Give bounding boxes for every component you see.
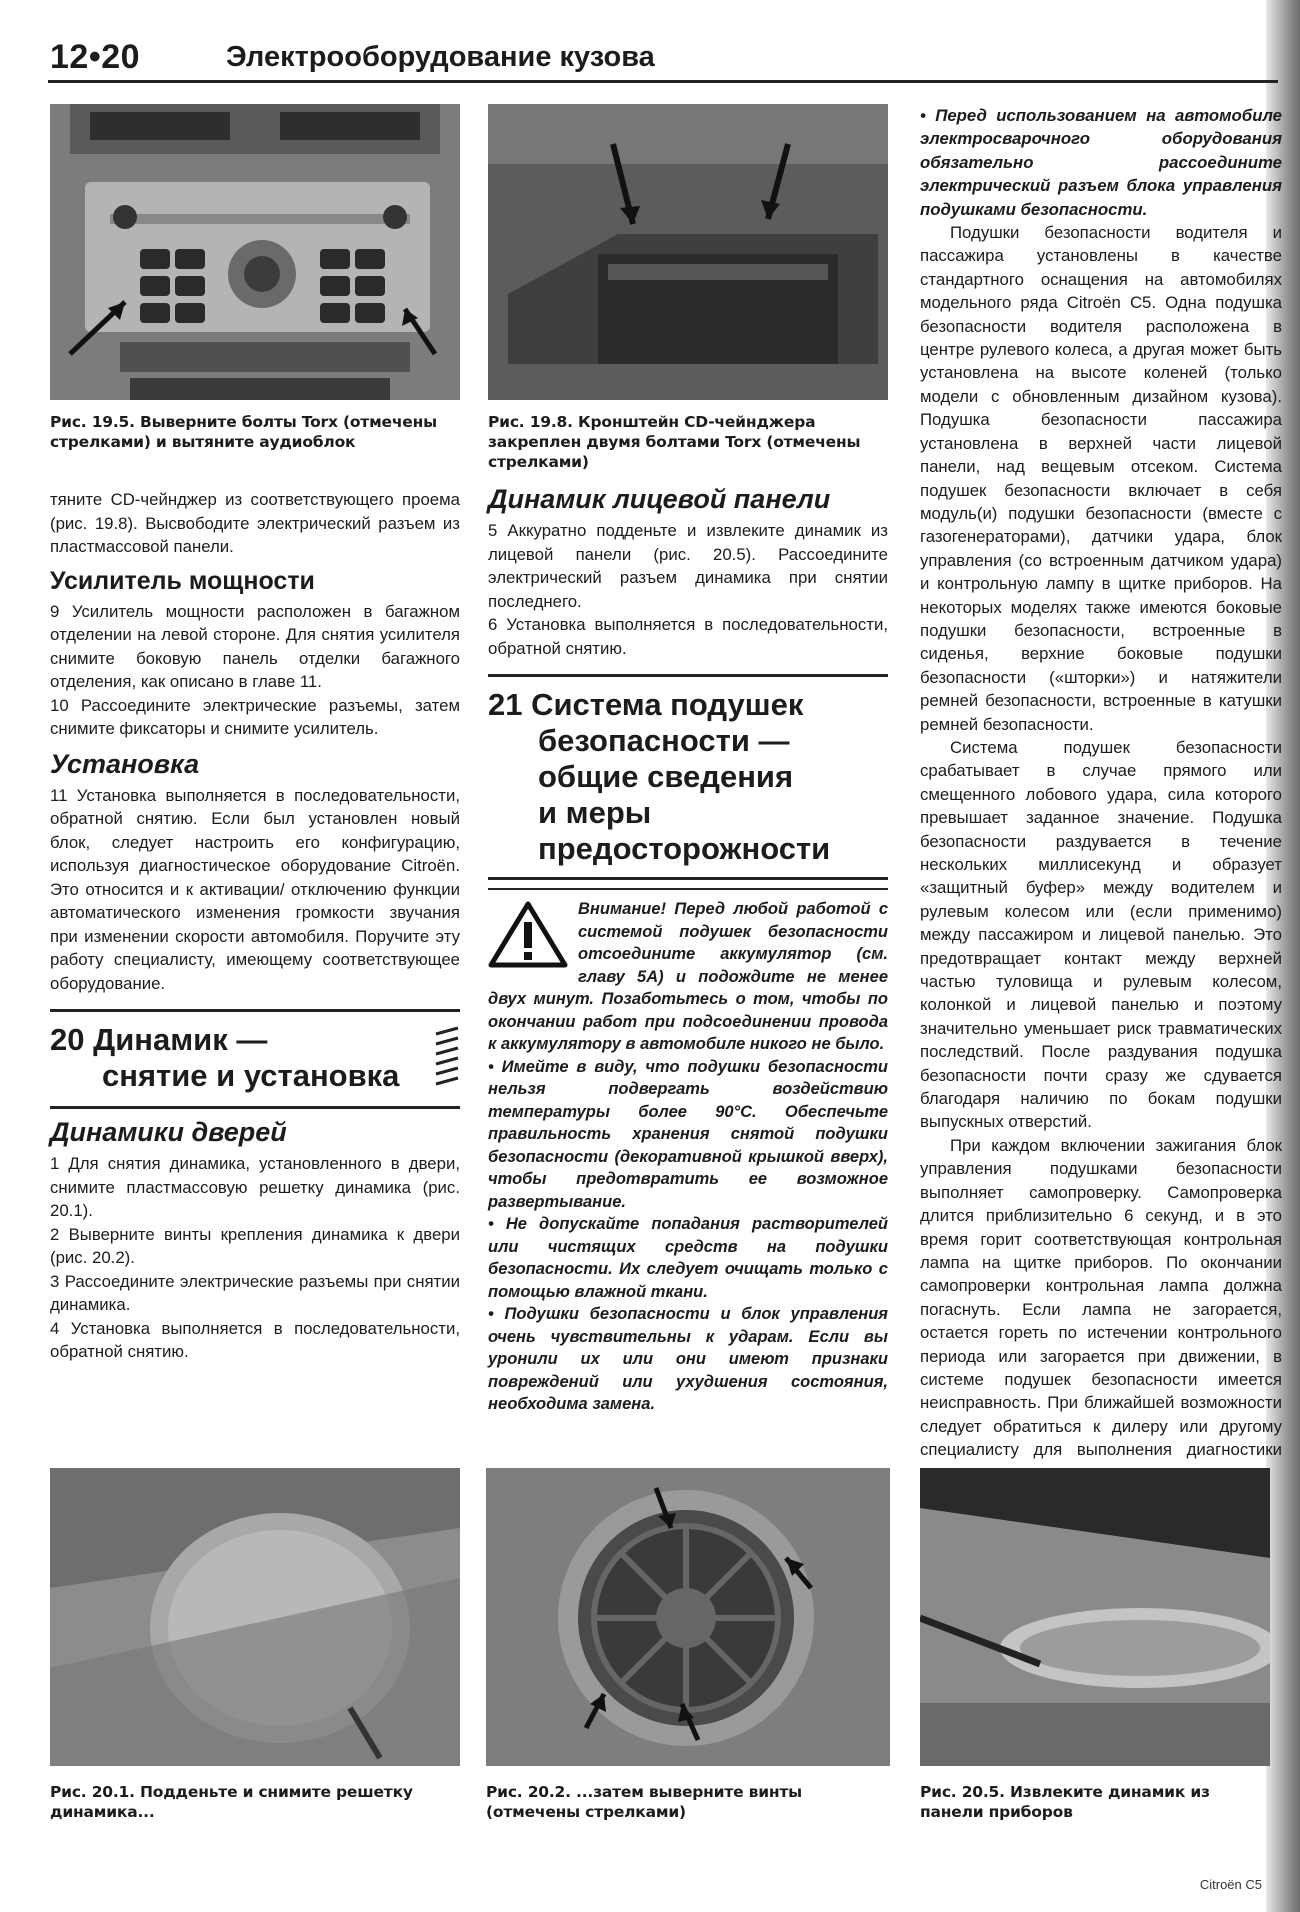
paragraph-5: 5 Аккуратно подденьте и извлеките динамик из лицевой панели (рис. 20.5). Рассоедините электрический разъем динамика при снятии последнего. — [488, 521, 888, 611]
warning-triangle-icon — [488, 900, 568, 968]
page-number: 12•20 — [50, 38, 141, 76]
section-20-title-b: снятие и установка — [102, 1058, 400, 1093]
caption-fig-20-5: Рис. 20.5. Извлеките динамик из панели приборов — [920, 1783, 1210, 1821]
amplifier-heading: Усилитель мощности — [50, 566, 315, 595]
section-20-heading — [50, 1009, 460, 1109]
section-21-title-1: Система подушек — [531, 687, 804, 722]
caption-fig-19-5: Рис. 19.5. Выверните болты Torx (отмечены стрелками) и вытяните аудиоблок — [50, 413, 437, 451]
warning-text: Внимание! Перед любой работой с системой подушек безопасности отсоедините аккумулятор (см. главу 5А) и подождите не менее двух минут. Позаботьтесь о том, чтобы по окончании работ при подсоединении провода к аккумулятору в автомобиле никого не было. — [488, 900, 888, 1053]
footer-mark: Citroën C5 — [1199, 1877, 1262, 1892]
intro-paragraph: тяните CD-чейнджер из соответствующего проема (рис. 19.8). Высвободите электрический разъем из пластмассовой панели. — [50, 490, 460, 556]
paragraph-3: 3 Рассоедините электрические разъемы при снятии динамика. — [50, 1271, 460, 1314]
photo-fig-20-1 — [50, 1468, 460, 1766]
paragraph-11: 11 Установка выполняется в последовательности, обратной снятию. Если был установлен новый блок, следует настроить его конфигурацию, используя диагностическое оборудование Citroën. Это относится и к активации/ отключению функции автоматического изменения громкости звучания при изменении скорости автомобиля. Поручите эту работу специалисту, имеющему соответствующее оборудование. — [50, 785, 460, 993]
section-21-number: 21 — [488, 687, 523, 722]
paragraph-9: 9 Усилитель мощности расположен в багажном отделении на левой стороне. Для снятия усилителя снимите боковую панель отделки багажного отделения, как описано в главе 11. — [50, 601, 460, 691]
warning-box — [488, 888, 888, 1416]
bullet-solvents: • Не допускайте попадания растворителей или чистящих средств на подушки безопасности. Их следует очищать только с помощью влажной ткани. — [488, 1215, 888, 1301]
section-21-title-2: безопасности — — [538, 723, 790, 758]
dash-speaker-heading: Динамик лицевой панели — [488, 484, 831, 514]
middle-column — [488, 484, 888, 1416]
paragraph-4: 4 Установка выполняется в последовательности, обратной снятию. — [50, 1318, 460, 1361]
section-21-title-5: предосторожности — [538, 831, 831, 866]
photo-fig-20-5 — [920, 1468, 1270, 1766]
section-21-title-3: общие сведения — [538, 759, 794, 794]
section-21-title-4: и меры — [538, 795, 652, 830]
photo-fig-19-5 — [50, 104, 460, 400]
tools-icon — [434, 1026, 460, 1090]
airbag-overview-paragraph: Подушки безопасности водителя и пассажира установлены в качестве стандартного оснащения на автомобилях модельного ряда Citroën C5. Одна подушка безопасности водителя расположена в центре рулевого колеса, а другая может быть установлена на высоте коленей (только модели с обновленным дизайном кузова). Подушка безопасности пассажира установлена в верхней части лицевой панели, над вещевым отсеком. Система подушек безопасности включает в себя модуль(и) подушки безопасности (вместе с газогенераторами), датчики удара, блок управления (со встроенным датчиком удара) и контрольную лампу в щитке приборов. На некоторых моделях также имеются боковые подушки безопасности, встроенные в сиденья, верхние боковые подушки безопасности («шторки») и натяжители ремней безопасности, встроенные в катушки ремней безопасности. — [920, 223, 1282, 734]
paragraph-6: 6 Установка выполняется в последовательности, обратной снятию. — [488, 615, 888, 658]
bullet-welding: • Перед использованием на автомобиле электросварочного оборудования обязательно рассоедините электрический разъем блока управления подушками безопасности. — [920, 106, 1282, 219]
airbag-deployment-paragraph: Система подушек безопасности срабатывает в случае прямого или смещенного лобового удара, сила которого превышает заданное значение. Подушка безопасности раздувается в течение нескольких миллисекунд и образует «защитный буфер» между водителем и рулевым колесом или (если применимо) между пассажиром и лицевой панелью. Это предотвращает контакт между верхней частью туловища и рулевым колесом, колонкой и лицевой панелью и поэтому значительно уменьшает риск травматических последствий. После раздувания подушка безопасности почти сразу же сдувается благодаря наличию по бокам подушки выпускных отверстий. — [920, 737, 1282, 1132]
paragraph-1: 1 Для снятия динамика, установленного в двери, снимите пластмассовую решетку динамика (рис. 20.1). — [50, 1154, 460, 1220]
section-20-number: 20 — [50, 1022, 85, 1057]
page-header — [48, 34, 1278, 83]
photo-fig-20-2 — [486, 1468, 890, 1766]
right-column — [920, 104, 1282, 1485]
paragraph-2: 2 Выверните винты крепления динамика к двери (рис. 20.2). — [50, 1224, 460, 1267]
bullet-sensitivity: • Подушки безопасности и блок управления очень чувствительны к ударам. Если вы уронили их или они имеют признаки повреждений или ухудшения состояния, необходима замена. — [488, 1305, 888, 1413]
photo-fig-19-8 — [488, 104, 888, 400]
caption-fig-20-2: Рис. 20.2. ...затем выверните винты (отмечены стрелками) — [486, 1783, 802, 1821]
caption-fig-20-1: Рис. 20.1. Подденьте и снимите решетку динамика... — [50, 1783, 413, 1821]
chapter-title: Электрооборудование кузова — [226, 41, 655, 73]
bullet-temperature: • Имейте в виду, что подушки безопасности нельзя подвергать воздействию температуры более 90°C. Обеспечьте правильность хранения снятой подушки безопасности (декоративной крышкой вверх), чтобы предотвратить ее возможное развертывание. — [488, 1057, 888, 1211]
left-column — [50, 488, 460, 1364]
installation-heading: Установка — [50, 748, 200, 779]
airbag-selftest-paragraph: При каждом включении зажигания блок управления подушками безопасности выполняет самопроверку. Самопроверка длится приблизительно 6 секунд, и в это время горит соответствующая контрольная лампа на щитке приборов. По окончании самопроверки контрольная лампа должна погаснуть. Если лампа не загорается, остается гореть по истечении контрольного периода или загорается при движении, в системе подушек безопасности имеется неисправность. При ближайшей возможности следует обратиться к дилеру или другому специалисту для выполнения диагностики — [920, 1135, 1282, 1460]
section-21-heading — [488, 674, 888, 880]
section-20-title-a: Динамик — — [93, 1022, 268, 1057]
paragraph-10: 10 Рассоедините электрические разъемы, затем снимите фиксаторы и снимите усилитель. — [50, 695, 460, 738]
door-speakers-heading: Динамики дверей — [50, 1117, 287, 1147]
caption-fig-19-8: Рис. 19.8. Кронштейн CD-чейнджера закреплен двумя болтами Torx (отмечены стрелками) — [488, 413, 861, 471]
